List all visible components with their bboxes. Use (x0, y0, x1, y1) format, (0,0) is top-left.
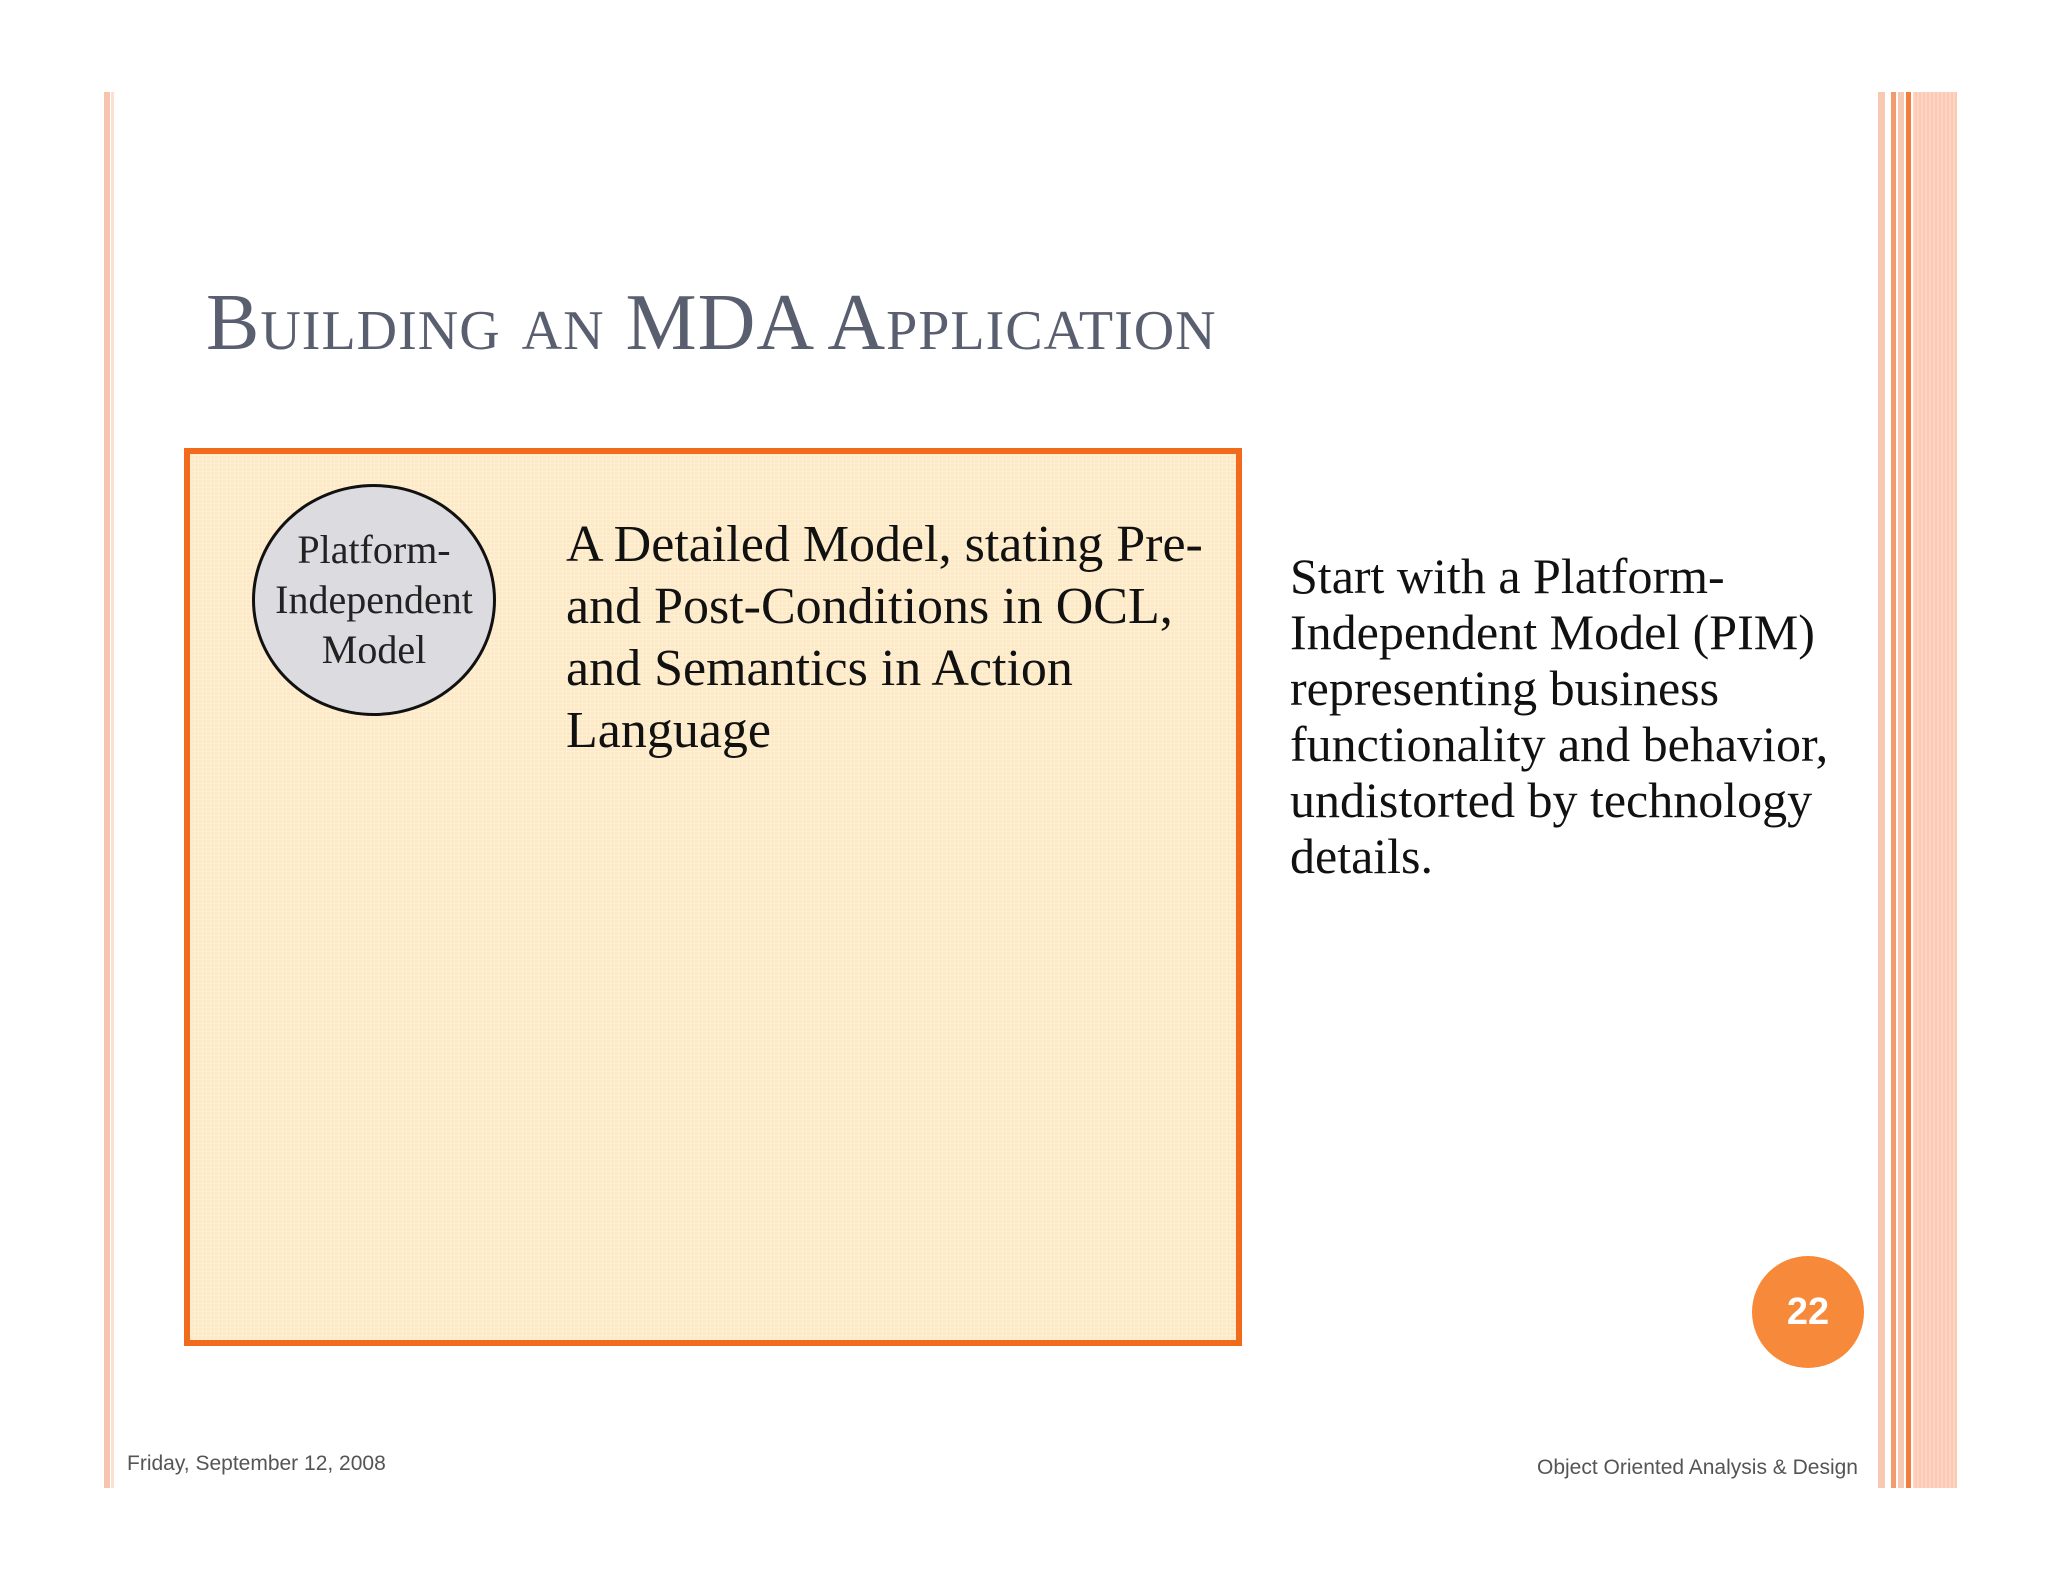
right-decorative-bar-3 (1898, 92, 1904, 1488)
pim-circle-label: Platform- Independent Model (275, 527, 473, 672)
left-decorative-bar (104, 92, 110, 1488)
right-decorative-bar-2 (1891, 92, 1896, 1488)
detail-model-text: A Detailed Model, stating Pre- and Post-Conditions in OCL, and Semantics in Action Language (566, 516, 1203, 759)
page-number-badge: 22 (1752, 1256, 1864, 1368)
side-description-text: Start with a Platform-Independent Model (PIM) representing business functionality and behavior, undistorted by technology details. (1290, 548, 1829, 884)
slide-title: Building an MDA Application (206, 279, 1217, 367)
pim-circle (252, 484, 496, 716)
footer-date: Friday, September 12, 2008 (127, 1452, 386, 1475)
left-decorative-bar-inner (111, 92, 114, 1488)
right-decorative-bar-5 (1913, 92, 1957, 1488)
right-decorative-bar-1 (1878, 92, 1885, 1488)
right-decorative-bar-4 (1906, 92, 1911, 1488)
footer-course-title: Object Oriented Analysis & Design (1537, 1456, 1858, 1479)
pim-diagram-box (184, 448, 1242, 1346)
